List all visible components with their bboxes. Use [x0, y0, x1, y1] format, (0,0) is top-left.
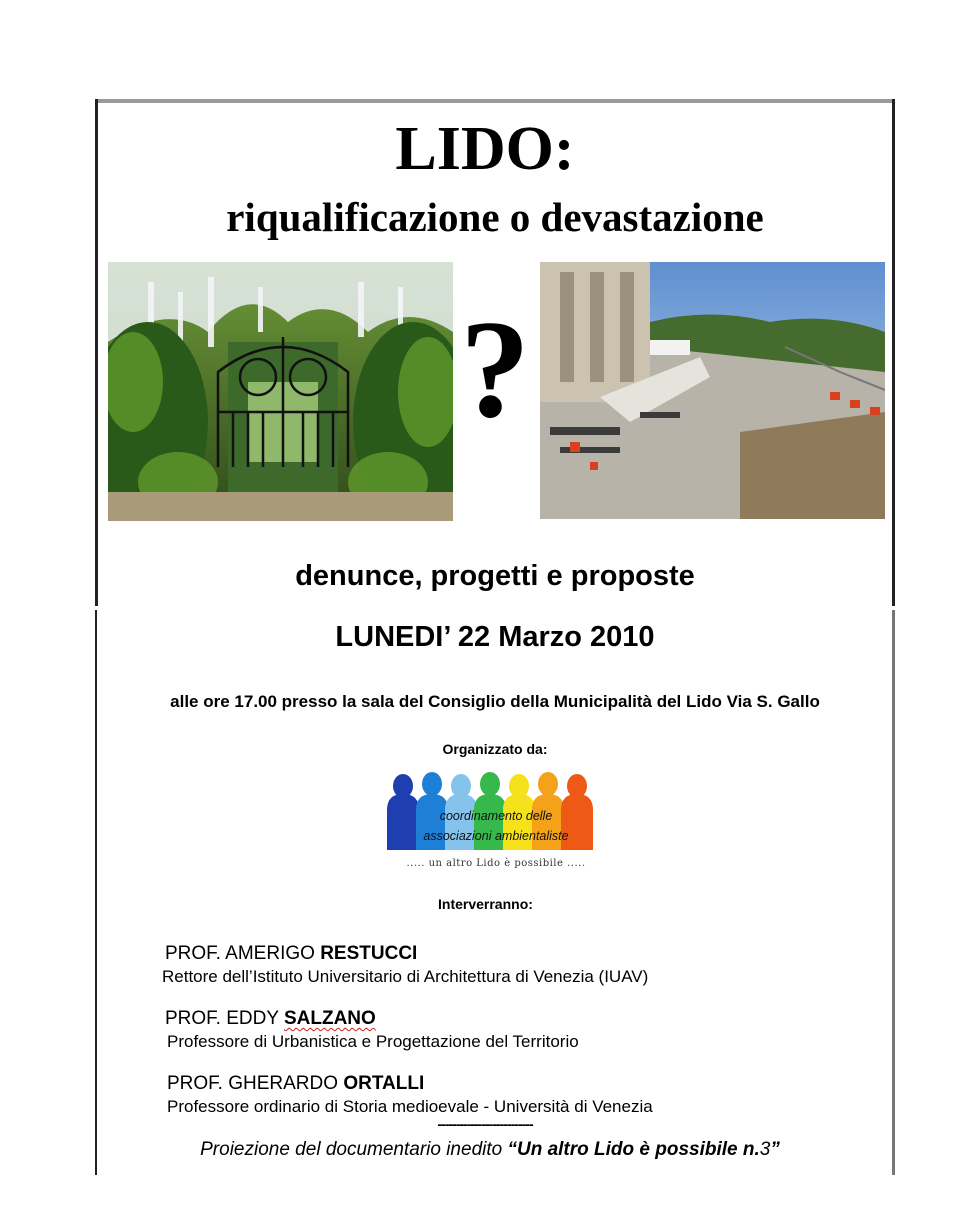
logo-person-body: [387, 794, 419, 850]
speaker-3-title-first-name: PROF. GHERARDO: [167, 1073, 344, 1094]
speaker-3-surname: ORTALLI: [343, 1073, 425, 1094]
tagline: denunce, progetti e proposte: [295, 560, 695, 592]
speaker-2-name: [165, 1007, 376, 1031]
poster-subtitle: riqualificazione o devastazione: [226, 194, 764, 240]
speaker-1-name: [165, 942, 417, 966]
page-break-gap: [95, 606, 895, 609]
screening-close-quote: ”: [770, 1139, 780, 1160]
separator: --------------------------: [437, 1116, 533, 1132]
screening-line: [0, 1138, 970, 1162]
organizer-logo: [385, 770, 607, 856]
construction-site-photo: [540, 262, 885, 519]
screening-prefix: Proiezione del documentario inedito: [200, 1139, 508, 1160]
logo-person-head: [480, 772, 500, 796]
speaker-2: [165, 1007, 376, 1031]
speaker-3-name: [167, 1072, 424, 1096]
question-mark: ?: [460, 292, 530, 447]
event-date: LUNEDI’ 22 Marzo 2010: [335, 621, 655, 653]
event-location: alle ore 17.00 presso la sala del Consiglio della Municipalità del Lido Via S. Gallo: [170, 692, 820, 711]
speakers-label: Interverranno:: [438, 896, 533, 912]
poster-title: LIDO:: [395, 115, 575, 183]
speaker-2-title-first-name: PROF. EDDY: [165, 1008, 284, 1029]
screening-title: “Un altro Lido è possibile n.: [507, 1139, 760, 1160]
screening-number: 3: [759, 1139, 771, 1160]
organized-by-label: Organizzato da:: [442, 741, 548, 757]
speaker-2-surname: SALZANO: [283, 1008, 376, 1029]
speaker-2-role: Professore di Urbanistica e Progettazione del Territorio: [167, 1032, 579, 1051]
speaker-1-title-first-name: PROF. AMERIGO: [165, 943, 321, 964]
speaker-1-role: Rettore dell’Istituto Universitario di Architettura di Venezia (IUAV): [162, 967, 649, 986]
speaker-3-role: Professore ordinario di Storia medioevale - Università di Venezia: [167, 1097, 653, 1116]
speaker-3: [167, 1072, 424, 1096]
speaker-1-surname: RESTUCCI: [320, 943, 418, 964]
garden-gate-photo: [108, 262, 453, 521]
logo-person-head: [538, 772, 558, 796]
organizer-motto: ..... un altro Lido è possibile .....: [406, 858, 586, 869]
speaker-1: [165, 942, 417, 966]
poster-border-top: [95, 99, 895, 103]
organizer-name-line-1: coordinamento delle: [439, 809, 553, 823]
organizer-name-line-2: associazioni ambientaliste: [423, 829, 569, 843]
logo-person-head: [422, 772, 442, 796]
